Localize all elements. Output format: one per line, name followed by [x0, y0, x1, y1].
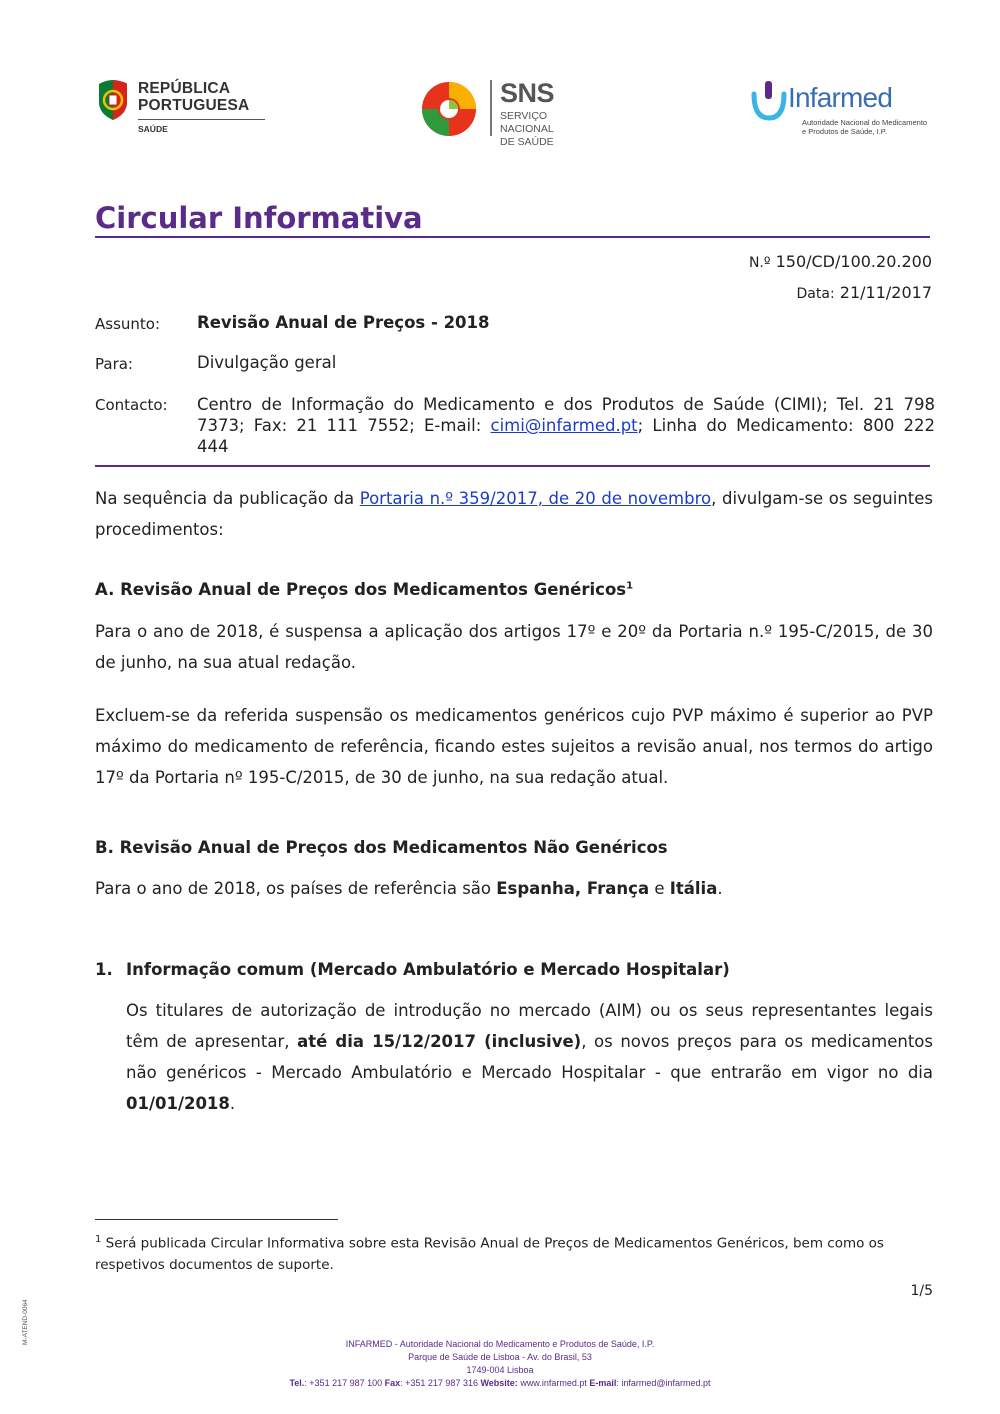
circular-number: N.º 150/CD/100.20.200 — [748, 252, 932, 271]
divider — [490, 80, 492, 136]
subject-value: Revisão Anual de Preços - 2018 — [197, 313, 490, 332]
divider — [138, 119, 265, 120]
infarmed-name: Infarmed — [788, 82, 893, 113]
portugal-emblem-icon — [95, 80, 131, 120]
sns-logo — [420, 78, 600, 148]
infarmed-subtitle: Autoridade Nacional do Medicamento e Produtos de Saúde, I.P. — [802, 118, 928, 136]
section-a-heading: A. Revisão Anual de Preços dos Medicamentos Genéricos$^1$ — [95, 580, 634, 599]
to-label: Para: — [95, 355, 133, 373]
republica-portuguesa-logo — [95, 80, 270, 140]
page-title: Circular Informativa — [95, 201, 423, 235]
subsection-1-paragraph: Os titulares de autorização de introdução no mercado (AIM) ou os seus representantes legais têm de apresentar, até dia 15/12/2017 (inclusive), os novos preços para os medicamentos não genéricos - Mercado Ambulatório e Mercado Hospitalar - que entrarão em vigor no dia 01/01/2018. — [126, 1001, 933, 1113]
header-divider — [95, 465, 930, 467]
footnote-ref: 1 — [626, 580, 634, 592]
infarmed-logo — [750, 80, 940, 140]
subject-label: Assunto: — [95, 315, 161, 333]
to-value: Divulgação geral — [197, 353, 337, 372]
form-code: M-ATEND-0064 — [22, 1299, 29, 1345]
contact-value: Centro de Informação do Medicamento e dos Produtos de Saúde (CIMI); Tel. 21 798 7373; Fax: 21 111 7552; E-mail: cimi@infarmed.pt; Linha do Medicamento: 800 222 444 — [197, 395, 936, 456]
sns-circle-icon — [420, 80, 480, 138]
page-number: 1/5 — [910, 1283, 933, 1299]
contact-label: Contacto: — [95, 396, 168, 414]
subsection-1-number: 1. — [95, 960, 113, 979]
footer-contacts: Tel.: +351 217 987 100 Fax: +351 217 987 316 Website: www.infarmed.pt E-mail: infarmed@infarmed.pt — [289, 1378, 711, 1388]
section-b-heading: B. Revisão Anual de Preços dos Medicamentos Não Genéricos — [95, 838, 668, 857]
footnote: $^1$ Será publicada Circular Informativa sobre esta Revisão Anual de Preços de Medicamentos Genéricos, bem como os respetivos documentos de suporte. — [95, 1234, 884, 1273]
sns-name: SERVIÇO NACIONAL DE SAÚDE — [500, 110, 554, 148]
rp-department: SAÚDE — [138, 124, 168, 134]
rp-name: REPÚBLICA PORTUGUESA — [138, 80, 250, 114]
footer-org: INFARMED - Autoridade Nacional do Medicamento e Produtos de Saúde, I.P. — [345, 1339, 655, 1349]
subsection-1-heading: Informação comum (Mercado Ambulatório e Mercado Hospitalar) — [126, 960, 730, 979]
footnote-divider — [95, 1219, 338, 1220]
footer-address: Parque de Saúde de Lisboa - Av. do Brasil, 53 — [408, 1352, 592, 1362]
sns-acronym: SNS — [500, 78, 555, 108]
infarmed-symbol-icon — [750, 80, 790, 124]
intro-paragraph: Na sequência da publicação da Portaria n.º 359/2017, de 20 de novembro, divulgam-se os seguintes procedimentos: — [95, 489, 934, 539]
portaria-link[interactable]: Portaria n.º 359/2017, de 20 de novembro — [359, 489, 712, 508]
footer-city: 1749-004 Lisboa — [466, 1365, 534, 1375]
section-a-paragraph-2: Excluem-se da referida suspensão os medicamentos genéricos cujo PVP máximo é superior ao PVP máximo do medicamento de referência, ficando estes sujeitos a revisão anual, nos termos do artigo 17º da Portaria nº 195-C/2015, de 30 de junho, na sua redação atual. — [95, 706, 933, 787]
section-a-paragraph-1: Para o ano de 2018, é suspensa a aplicação dos artigos 17º e 20º da Portaria n.º 195-C/2015, de 30 de junho, na sua atual redação. — [95, 622, 933, 672]
footer — [0, 1338, 1000, 1390]
circular-date: Data: 21/11/2017 — [796, 283, 932, 302]
contact-email-link[interactable]: cimi@infarmed.pt — [490, 416, 638, 435]
section-b-paragraph: Para o ano de 2018, os países de referência são Espanha, França e Itália. — [95, 879, 723, 898]
title-divider — [95, 236, 930, 238]
